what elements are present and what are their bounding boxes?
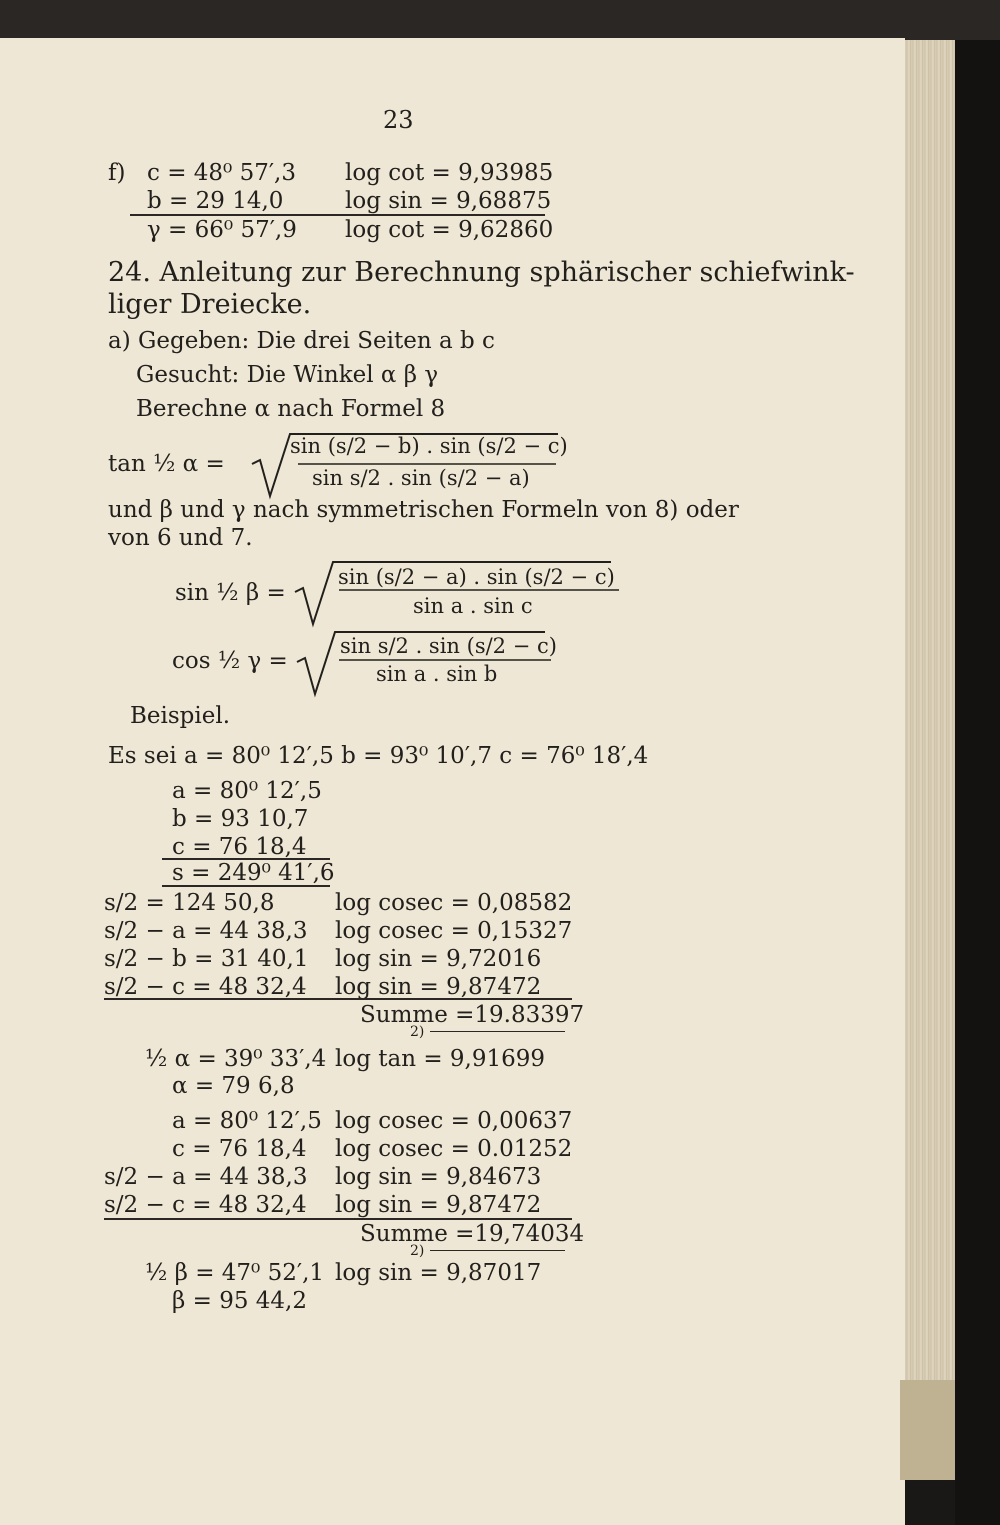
tan-formula-denominator: sin s/2 . sin (s/2 − a)	[312, 466, 530, 490]
scan-top-border	[0, 0, 1000, 40]
sin-formula-numerator: sin (s/2 − a) . sin (s/2 − c)	[338, 565, 615, 589]
sought-line: Gesucht: Die Winkel α β γ	[136, 362, 439, 388]
block-f-row-3-right: log cot = 9,62860	[345, 217, 554, 243]
block-f-row-2-right: log sin = 9,68875	[345, 188, 552, 214]
group2-row-4-right: log sin = 9,87472	[335, 1192, 542, 1218]
given-line: a) Gegeben: Die drei Seiten a b c	[108, 328, 495, 354]
group1-row-1-right: log cosec = 0,08582	[335, 890, 573, 916]
group2-row-2-left: c = 76 18,4	[172, 1136, 307, 1162]
sides-rule-2	[162, 885, 330, 887]
group1-row-1-left: s/2 = 124 50,8	[104, 890, 275, 916]
section-heading-line-1: 24. Anleitung zur Berechnung sphärischer schiefwink-	[108, 257, 855, 288]
beta-half-right: log sin = 9,87017	[335, 1260, 542, 1286]
group1-row-2-left: s/2 − a = 44 38,3	[104, 918, 308, 944]
group1-note: 2)	[410, 1024, 425, 1040]
alpha-half-right: log tan = 9,91699	[335, 1046, 546, 1072]
tan-formula-lhs: tan ½ α =	[108, 451, 225, 477]
cos-formula-lhs: cos ½ γ =	[172, 648, 288, 674]
group2-row-1-right: log cosec = 0,00637	[335, 1108, 573, 1134]
group1-row-3-left: s/2 − b = 31 40,1	[104, 946, 309, 972]
group2-row-1-left: a = 80⁰ 12′,5	[172, 1108, 322, 1134]
page-edges-bottom	[900, 1380, 955, 1480]
cos-formula-numerator: sin s/2 . sin (s/2 − c)	[340, 634, 557, 658]
block-f-label: f)	[108, 160, 126, 186]
block-f-row-1-right: log cot = 9,93985	[345, 160, 554, 186]
beta-half-left: ½ β = 47⁰ 52′,1	[145, 1260, 325, 1286]
example-statement: Es sei a = 80⁰ 12′,5 b = 93⁰ 10′,7 c = 76⁰ 18′,4	[108, 743, 649, 769]
group1-row-4-right: log sin = 9,87472	[335, 974, 542, 1000]
alpha-value: α = 79 6,8	[172, 1073, 295, 1099]
half-perimeter-sum: s = 249⁰ 41′,6	[172, 860, 335, 886]
group2-row-3-right: log sin = 9,84673	[335, 1164, 542, 1190]
group1-rule	[104, 998, 572, 1000]
block-f-row-2-left: b = 29 14,0	[147, 188, 284, 214]
text-line-2: von 6 und 7.	[108, 525, 253, 551]
group2-row-4-left: s/2 − c = 48 32,4	[104, 1192, 307, 1218]
page-edges	[905, 40, 955, 1480]
tan-formula-numerator: sin (s/2 − b) . sin (s/2 − c)	[290, 434, 568, 458]
side-b: b = 93 10,7	[172, 806, 309, 832]
side-a: a = 80⁰ 12′,5	[172, 778, 322, 804]
block-f-row-1-left: c = 48⁰ 57′,3	[147, 160, 297, 186]
page-number: 23	[383, 106, 414, 134]
section-heading-line-2: liger Dreiecke.	[108, 289, 312, 320]
sin-formula-denominator: sin a . sin c	[413, 594, 533, 618]
example-label: Beispiel.	[130, 703, 231, 729]
group1-row-3-right: log sin = 9,72016	[335, 946, 542, 972]
block-f-rule	[130, 214, 545, 216]
beta-value: β = 95 44,2	[172, 1288, 307, 1314]
group1-row-2-right: log cosec = 0,15327	[335, 918, 573, 944]
text-line-1: und β und γ nach symmetrischen Formeln von 8) oder	[108, 497, 739, 523]
group1-row-4-left: s/2 − c = 48 32,4	[104, 974, 307, 1000]
sin-formula-lhs: sin ½ β =	[175, 580, 286, 606]
block-f-row-3-left: γ = 66⁰ 57′,9	[147, 217, 297, 243]
group2-note-rule	[430, 1250, 565, 1251]
book-cover	[955, 40, 1000, 1525]
side-c: c = 76 18,4	[172, 834, 307, 860]
group1-sum: Summe =19.83397	[360, 1002, 585, 1028]
group2-row-2-right: log cosec = 0.01252	[335, 1136, 573, 1162]
group2-sum: Summe =19,74034	[360, 1221, 585, 1247]
group2-row-3-left: s/2 − a = 44 38,3	[104, 1164, 308, 1190]
alpha-half-left: ½ α = 39⁰ 33′,4	[145, 1046, 327, 1072]
compute-line: Berechne α nach Formel 8	[136, 396, 446, 422]
group2-rule	[104, 1218, 572, 1220]
cos-formula-denominator: sin a . sin b	[376, 662, 498, 686]
group2-note: 2)	[410, 1243, 425, 1259]
group1-note-rule	[430, 1031, 565, 1032]
